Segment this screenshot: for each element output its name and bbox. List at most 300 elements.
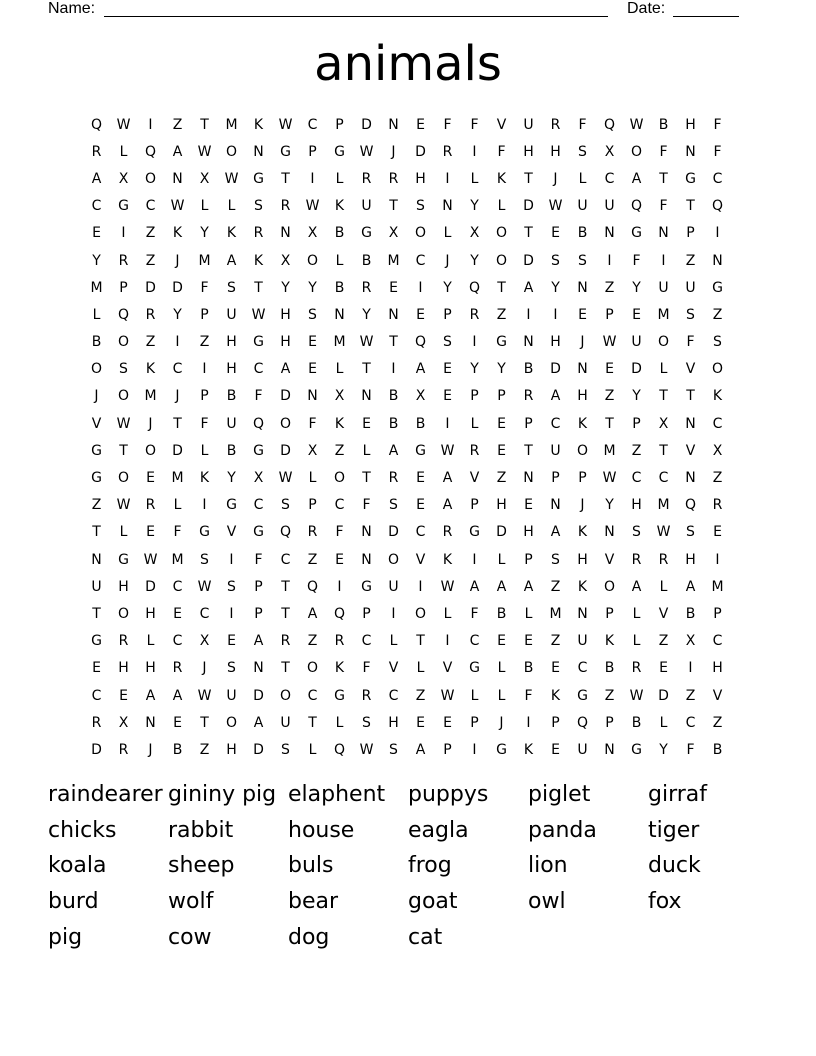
grid-letter[interactable]: G — [91, 470, 102, 487]
grid-letter[interactable]: B — [334, 279, 345, 296]
grid-letter[interactable]: S — [254, 198, 263, 215]
grid-letter[interactable]: J — [499, 714, 504, 731]
grid-letter[interactable]: T — [308, 714, 317, 731]
grid-letter[interactable]: F — [659, 198, 668, 215]
grid-letter[interactable]: Z — [631, 442, 642, 459]
grid-letter[interactable]: Z — [496, 306, 507, 323]
grid-letter[interactable]: N — [253, 660, 264, 677]
grid-letter[interactable]: H — [118, 578, 129, 595]
grid-letter[interactable]: A — [523, 279, 534, 296]
grid-letter[interactable]: R — [361, 170, 372, 187]
grid-letter[interactable]: T — [524, 225, 533, 242]
grid-letter[interactable]: G — [631, 741, 642, 758]
grid-letter[interactable]: C — [550, 415, 561, 432]
grid-letter[interactable]: J — [148, 741, 153, 758]
grid-letter[interactable]: E — [659, 660, 668, 677]
grid-letter[interactable]: B — [523, 660, 534, 677]
grid-letter[interactable]: U — [388, 578, 399, 595]
grid-letter[interactable]: O — [144, 170, 157, 187]
grid-letter[interactable]: I — [445, 415, 450, 432]
grid-letter[interactable]: Y — [92, 252, 101, 269]
grid-letter[interactable]: A — [415, 361, 426, 378]
grid-letter[interactable]: T — [173, 415, 182, 432]
grid-letter[interactable]: D — [91, 741, 102, 758]
grid-letter[interactable]: A — [253, 633, 264, 650]
grid-letter[interactable]: V — [685, 442, 696, 459]
grid-letter[interactable]: F — [443, 116, 452, 133]
grid-letter[interactable]: D — [550, 361, 561, 378]
grid-letter[interactable]: Q — [630, 198, 643, 215]
grid-letter[interactable]: B — [91, 334, 102, 351]
grid-letter[interactable]: Y — [281, 279, 290, 296]
grid-letter[interactable]: T — [497, 279, 506, 296]
grid-letter[interactable]: E — [416, 497, 425, 514]
grid-letter[interactable]: H — [685, 551, 696, 568]
grid-letter[interactable]: C — [712, 415, 723, 432]
grid-letter[interactable]: D — [253, 687, 264, 704]
grid-letter[interactable]: P — [551, 470, 560, 487]
grid-letter[interactable]: V — [685, 361, 696, 378]
grid-letter[interactable]: E — [416, 714, 425, 731]
grid-letter[interactable]: X — [307, 442, 318, 459]
grid-letter[interactable]: Y — [362, 306, 371, 323]
grid-letter[interactable]: R — [118, 252, 129, 269]
grid-letter[interactable]: Z — [145, 225, 156, 242]
grid-letter[interactable]: L — [92, 306, 101, 323]
grid-letter[interactable]: U — [226, 687, 237, 704]
grid-letter[interactable]: E — [524, 633, 533, 650]
grid-letter[interactable]: E — [497, 633, 506, 650]
grid-letter[interactable]: N — [361, 551, 372, 568]
grid-letter[interactable]: F — [470, 116, 479, 133]
grid-letter[interactable]: D — [631, 361, 642, 378]
grid-letter[interactable]: R — [307, 524, 318, 541]
grid-letter[interactable]: K — [172, 225, 183, 242]
grid-letter[interactable]: Z — [199, 334, 210, 351]
grid-letter[interactable]: U — [550, 442, 561, 459]
grid-letter[interactable]: X — [685, 633, 696, 650]
grid-letter[interactable]: T — [281, 170, 290, 187]
grid-letter[interactable]: A — [415, 741, 426, 758]
grid-letter[interactable]: P — [470, 497, 479, 514]
grid-letter[interactable]: M — [225, 116, 238, 133]
grid-letter[interactable]: E — [497, 415, 506, 432]
grid-letter[interactable]: L — [119, 143, 128, 160]
grid-letter[interactable]: Q — [90, 116, 103, 133]
grid-letter[interactable]: U — [577, 741, 588, 758]
grid-letter[interactable]: T — [200, 714, 209, 731]
grid-letter[interactable]: G — [118, 551, 129, 568]
grid-letter[interactable]: E — [443, 361, 452, 378]
grid-letter[interactable]: Y — [632, 388, 641, 405]
grid-letter[interactable]: W — [440, 442, 455, 459]
date-blank-line[interactable] — [673, 0, 739, 17]
grid-letter[interactable]: F — [497, 143, 506, 160]
grid-letter[interactable]: G — [469, 660, 480, 677]
grid-letter[interactable]: R — [388, 170, 399, 187]
grid-letter[interactable]: S — [362, 714, 371, 731]
grid-letter[interactable]: P — [605, 714, 614, 731]
grid-letter[interactable]: S — [632, 524, 641, 541]
grid-letter[interactable]: I — [661, 252, 666, 269]
grid-letter[interactable]: I — [229, 605, 234, 622]
grid-letter[interactable]: Q — [684, 497, 697, 514]
grid-letter[interactable]: I — [202, 497, 207, 514]
grid-letter[interactable]: O — [117, 605, 130, 622]
grid-letter[interactable]: T — [659, 388, 668, 405]
grid-letter[interactable]: L — [335, 714, 344, 731]
grid-letter[interactable]: Z — [334, 442, 345, 459]
grid-letter[interactable]: U — [604, 198, 615, 215]
grid-letter[interactable]: Z — [172, 116, 183, 133]
grid-letter[interactable]: A — [469, 578, 480, 595]
grid-letter[interactable]: O — [225, 714, 238, 731]
grid-letter[interactable]: O — [495, 252, 508, 269]
grid-letter[interactable]: O — [414, 225, 427, 242]
grid-letter[interactable]: W — [116, 116, 131, 133]
grid-letter[interactable]: K — [334, 415, 345, 432]
grid-letter[interactable]: I — [472, 551, 477, 568]
grid-letter[interactable]: R — [523, 388, 534, 405]
grid-letter[interactable]: Y — [227, 470, 236, 487]
grid-letter[interactable]: L — [497, 198, 506, 215]
grid-letter[interactable]: A — [91, 170, 102, 187]
grid-letter[interactable]: Y — [470, 361, 479, 378]
grid-letter[interactable]: E — [146, 470, 155, 487]
grid-letter[interactable]: E — [227, 633, 236, 650]
grid-letter[interactable]: D — [172, 442, 183, 459]
grid-letter[interactable]: E — [92, 660, 101, 677]
grid-letter[interactable]: C — [172, 578, 183, 595]
grid-letter[interactable]: F — [686, 741, 695, 758]
grid-letter[interactable]: S — [416, 198, 425, 215]
grid-letter[interactable]: U — [685, 279, 696, 296]
grid-letter[interactable]: O — [387, 551, 400, 568]
grid-letter[interactable]: L — [659, 714, 668, 731]
grid-letter[interactable]: C — [631, 470, 642, 487]
grid-letter[interactable]: J — [553, 170, 558, 187]
grid-letter[interactable]: R — [253, 225, 264, 242]
grid-letter[interactable]: R — [469, 306, 480, 323]
grid-letter[interactable]: Y — [470, 198, 479, 215]
grid-letter[interactable]: S — [227, 279, 236, 296]
grid-letter[interactable]: T — [281, 578, 290, 595]
grid-letter[interactable]: A — [172, 687, 183, 704]
grid-letter[interactable]: O — [279, 687, 292, 704]
grid-letter[interactable]: L — [497, 687, 506, 704]
grid-letter[interactable]: T — [524, 442, 533, 459]
grid-letter[interactable]: C — [388, 687, 399, 704]
grid-letter[interactable]: F — [200, 279, 209, 296]
grid-letter[interactable]: D — [145, 279, 156, 296]
grid-letter[interactable]: N — [172, 170, 183, 187]
grid-letter[interactable]: L — [443, 225, 452, 242]
grid-letter[interactable]: V — [226, 524, 237, 541]
grid-letter[interactable]: I — [472, 334, 477, 351]
grid-letter[interactable]: N — [442, 198, 453, 215]
grid-letter[interactable]: P — [605, 605, 614, 622]
grid-letter[interactable]: I — [472, 143, 477, 160]
grid-letter[interactable]: T — [524, 170, 533, 187]
grid-letter[interactable]: V — [388, 660, 399, 677]
grid-letter[interactable]: A — [550, 524, 561, 541]
grid-letter[interactable]: P — [200, 388, 209, 405]
grid-letter[interactable]: C — [604, 170, 615, 187]
grid-letter[interactable]: W — [656, 524, 671, 541]
grid-letter[interactable]: N — [361, 388, 372, 405]
grid-letter[interactable]: E — [578, 306, 587, 323]
grid-letter[interactable]: G — [253, 334, 264, 351]
grid-letter[interactable]: O — [117, 388, 130, 405]
grid-letter[interactable]: I — [553, 306, 558, 323]
grid-letter[interactable]: X — [604, 143, 615, 160]
grid-letter[interactable]: A — [388, 442, 399, 459]
grid-letter[interactable]: L — [173, 497, 182, 514]
grid-letter[interactable]: C — [145, 198, 156, 215]
grid-letter[interactable]: Q — [279, 524, 292, 541]
grid-letter[interactable]: E — [632, 306, 641, 323]
grid-letter[interactable]: N — [685, 470, 696, 487]
grid-letter[interactable]: N — [388, 306, 399, 323]
grid-letter[interactable]: U — [280, 714, 291, 731]
grid-letter[interactable]: N — [253, 143, 264, 160]
grid-letter[interactable]: P — [632, 415, 641, 432]
grid-letter[interactable]: R — [118, 741, 129, 758]
grid-letter[interactable]: B — [334, 225, 345, 242]
grid-letter[interactable]: L — [389, 633, 398, 650]
grid-letter[interactable]: E — [119, 687, 128, 704]
grid-letter[interactable]: S — [686, 306, 695, 323]
grid-letter[interactable]: X — [199, 633, 210, 650]
name-blank-line[interactable] — [104, 0, 608, 17]
grid-letter[interactable]: P — [308, 143, 317, 160]
grid-letter[interactable]: G — [415, 442, 426, 459]
grid-letter[interactable]: H — [631, 497, 642, 514]
grid-letter[interactable]: C — [712, 170, 723, 187]
grid-letter[interactable]: I — [202, 361, 207, 378]
grid-letter[interactable]: N — [361, 524, 372, 541]
grid-letter[interactable]: L — [227, 198, 236, 215]
grid-letter[interactable]: F — [578, 116, 587, 133]
grid-letter[interactable]: W — [602, 470, 617, 487]
grid-letter[interactable]: Z — [307, 633, 318, 650]
grid-letter[interactable]: S — [389, 497, 398, 514]
grid-letter[interactable]: O — [495, 225, 508, 242]
grid-letter[interactable]: Y — [200, 225, 209, 242]
grid-letter[interactable]: X — [118, 714, 129, 731]
grid-letter[interactable]: Z — [91, 497, 102, 514]
grid-letter[interactable]: G — [631, 225, 642, 242]
grid-letter[interactable]: X — [118, 170, 129, 187]
grid-letter[interactable]: N — [604, 524, 615, 541]
grid-letter[interactable]: P — [254, 578, 263, 595]
grid-letter[interactable]: I — [391, 361, 396, 378]
grid-letter[interactable]: M — [657, 306, 670, 323]
grid-letter[interactable]: D — [145, 578, 156, 595]
grid-letter[interactable]: Q — [333, 605, 346, 622]
grid-letter[interactable]: G — [91, 633, 102, 650]
grid-letter[interactable]: I — [526, 306, 531, 323]
grid-letter[interactable]: E — [713, 524, 722, 541]
grid-letter[interactable]: I — [445, 633, 450, 650]
grid-letter[interactable]: H — [577, 551, 588, 568]
grid-letter[interactable]: Z — [199, 741, 210, 758]
grid-letter[interactable]: B — [361, 252, 372, 269]
grid-letter[interactable]: I — [688, 660, 693, 677]
grid-letter[interactable]: W — [440, 578, 455, 595]
grid-letter[interactable]: K — [253, 116, 264, 133]
grid-letter[interactable]: T — [686, 388, 695, 405]
grid-letter[interactable]: I — [175, 334, 180, 351]
grid-letter[interactable]: D — [361, 116, 372, 133]
grid-letter[interactable]: C — [685, 714, 696, 731]
grid-letter[interactable]: T — [281, 660, 290, 677]
grid-letter[interactable]: X — [199, 170, 210, 187]
grid-letter[interactable]: H — [415, 170, 426, 187]
grid-letter[interactable]: R — [172, 660, 183, 677]
grid-letter[interactable]: L — [335, 170, 344, 187]
grid-letter[interactable]: V — [415, 551, 426, 568]
grid-letter[interactable]: A — [685, 578, 696, 595]
grid-letter[interactable]: E — [416, 306, 425, 323]
grid-letter[interactable]: I — [472, 741, 477, 758]
grid-letter[interactable]: E — [173, 605, 182, 622]
grid-letter[interactable]: Q — [252, 415, 265, 432]
grid-letter[interactable]: R — [550, 116, 561, 133]
grid-letter[interactable]: R — [280, 633, 291, 650]
grid-letter[interactable]: E — [551, 225, 560, 242]
grid-letter[interactable]: O — [630, 143, 643, 160]
grid-letter[interactable]: I — [607, 252, 612, 269]
grid-letter[interactable]: T — [281, 605, 290, 622]
grid-letter[interactable]: Q — [144, 143, 157, 160]
grid-letter[interactable]: Z — [658, 633, 669, 650]
grid-letter[interactable]: A — [631, 578, 642, 595]
grid-letter[interactable]: W — [197, 143, 212, 160]
grid-letter[interactable]: I — [715, 551, 720, 568]
grid-letter[interactable]: F — [362, 497, 371, 514]
grid-letter[interactable]: S — [686, 524, 695, 541]
grid-letter[interactable]: W — [170, 198, 185, 215]
grid-letter[interactable]: O — [306, 252, 319, 269]
grid-letter[interactable]: K — [334, 660, 345, 677]
grid-letter[interactable]: U — [658, 279, 669, 296]
grid-letter[interactable]: G — [334, 143, 345, 160]
grid-letter[interactable]: H — [280, 306, 291, 323]
grid-letter[interactable]: W — [251, 306, 266, 323]
grid-letter[interactable]: K — [577, 415, 588, 432]
grid-letter[interactable]: A — [307, 605, 318, 622]
grid-letter[interactable]: L — [632, 605, 641, 622]
grid-letter[interactable]: I — [148, 116, 153, 133]
grid-letter[interactable]: X — [712, 442, 723, 459]
grid-letter[interactable]: C — [307, 116, 318, 133]
grid-letter[interactable]: Z — [415, 687, 426, 704]
grid-letter[interactable]: D — [415, 143, 426, 160]
grid-letter[interactable]: K — [523, 741, 534, 758]
grid-letter[interactable]: H — [388, 714, 399, 731]
grid-letter[interactable]: R — [280, 198, 291, 215]
grid-letter[interactable]: Z — [307, 551, 318, 568]
grid-letter[interactable]: W — [629, 116, 644, 133]
grid-letter[interactable]: Z — [145, 252, 156, 269]
grid-letter[interactable]: S — [281, 741, 290, 758]
grid-letter[interactable]: E — [443, 714, 452, 731]
grid-letter[interactable]: X — [415, 388, 426, 405]
grid-letter[interactable]: B — [415, 415, 426, 432]
grid-letter[interactable]: E — [551, 660, 560, 677]
grid-letter[interactable]: H — [550, 334, 561, 351]
grid-letter[interactable]: T — [389, 198, 398, 215]
grid-letter[interactable]: G — [91, 442, 102, 459]
grid-letter[interactable]: Q — [306, 578, 319, 595]
grid-letter[interactable]: G — [712, 279, 723, 296]
grid-letter[interactable]: R — [118, 633, 129, 650]
grid-letter[interactable]: S — [551, 551, 560, 568]
grid-letter[interactable]: S — [551, 252, 560, 269]
grid-letter[interactable]: X — [388, 225, 399, 242]
grid-letter[interactable]: S — [200, 551, 209, 568]
grid-letter[interactable]: O — [225, 143, 238, 160]
grid-letter[interactable]: I — [121, 225, 126, 242]
grid-letter[interactable]: L — [578, 170, 587, 187]
grid-letter[interactable]: J — [445, 252, 450, 269]
grid-letter[interactable]: E — [308, 334, 317, 351]
grid-letter[interactable]: Z — [550, 633, 561, 650]
grid-letter[interactable]: G — [469, 524, 480, 541]
grid-letter[interactable]: F — [173, 524, 182, 541]
grid-letter[interactable]: Q — [333, 741, 346, 758]
grid-letter[interactable]: H — [118, 660, 129, 677]
grid-letter[interactable]: A — [523, 578, 534, 595]
grid-letter[interactable]: P — [524, 551, 533, 568]
grid-letter[interactable]: L — [335, 252, 344, 269]
grid-letter[interactable]: B — [226, 442, 237, 459]
grid-letter[interactable]: G — [361, 225, 372, 242]
grid-letter[interactable]: G — [199, 524, 210, 541]
grid-letter[interactable]: A — [280, 361, 291, 378]
grid-letter[interactable]: E — [146, 524, 155, 541]
grid-letter[interactable]: O — [603, 578, 616, 595]
grid-letter[interactable]: G — [361, 578, 372, 595]
grid-letter[interactable]: T — [254, 279, 263, 296]
grid-letter[interactable]: X — [334, 388, 345, 405]
grid-letter[interactable]: M — [198, 252, 211, 269]
grid-letter[interactable]: S — [578, 252, 587, 269]
grid-letter[interactable]: B — [388, 415, 399, 432]
grid-letter[interactable]: L — [497, 551, 506, 568]
grid-letter[interactable]: E — [605, 361, 614, 378]
grid-letter[interactable]: H — [280, 334, 291, 351]
grid-letter[interactable]: Z — [712, 306, 723, 323]
grid-letter[interactable]: N — [307, 388, 318, 405]
grid-letter[interactable]: L — [659, 578, 668, 595]
grid-letter[interactable]: T — [659, 442, 668, 459]
grid-letter[interactable]: L — [308, 470, 317, 487]
grid-letter[interactable]: M — [549, 605, 562, 622]
grid-letter[interactable]: Q — [711, 198, 724, 215]
grid-letter[interactable]: P — [362, 605, 371, 622]
grid-letter[interactable]: Z — [550, 578, 561, 595]
grid-letter[interactable]: W — [197, 578, 212, 595]
grid-letter[interactable]: I — [229, 551, 234, 568]
grid-letter[interactable]: K — [442, 551, 453, 568]
grid-letter[interactable]: F — [632, 252, 641, 269]
grid-letter[interactable]: H — [226, 334, 237, 351]
grid-letter[interactable]: H — [145, 605, 156, 622]
grid-letter[interactable]: W — [224, 170, 239, 187]
grid-letter[interactable]: U — [361, 198, 372, 215]
